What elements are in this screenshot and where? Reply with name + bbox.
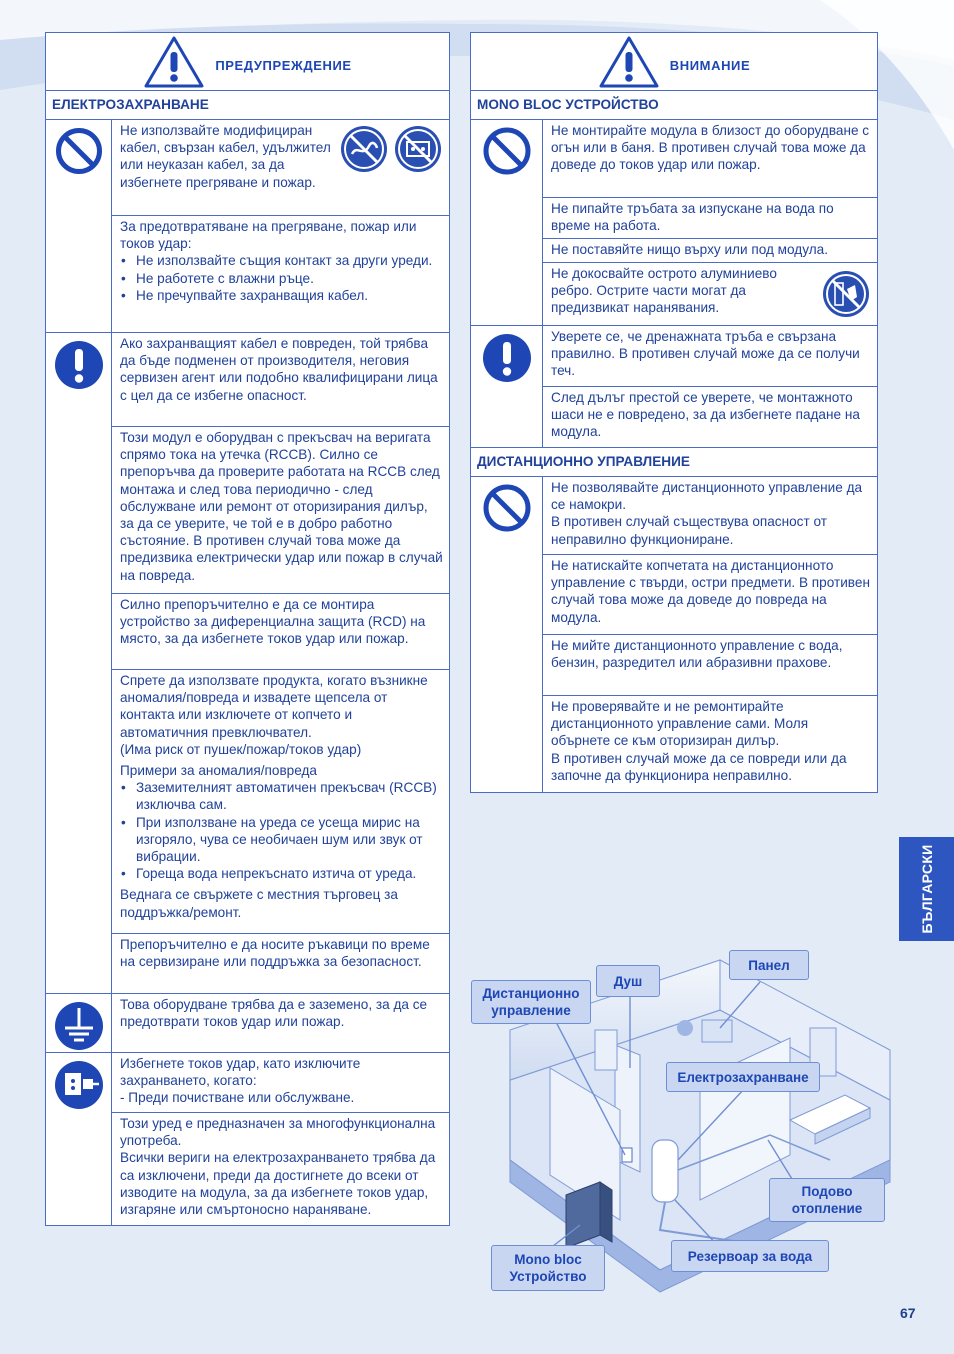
rule-gloves-text: Препоръчително е да носите ръкавици по време на сервизиране или поддръжка за безопасност. xyxy=(120,937,430,970)
bullet-item: • Не пречупвайте захранващия кабел. xyxy=(120,287,443,304)
rule-mount-check-text: След дълъг престой се уверете, че монтажното шаси не е повредено, за да избегнете падане на модула. xyxy=(551,390,860,440)
rule-unplug-p1: Избегнете токов удар, като изключите захранването, когато: xyxy=(120,1056,361,1089)
rule-multifunction-p2: Всички вериги на електрозахранването трябва да са изключени, преди да достигнете до всеки от изводите на модула, за да избегнете токов удар, изгаряне или смъртоносно нараняване. xyxy=(120,1150,436,1218)
callout-power xyxy=(666,1062,820,1092)
rule-abnormality xyxy=(112,670,450,934)
language-tab-label: БЪЛГАРСКИ xyxy=(918,844,935,934)
rule-overheating xyxy=(112,216,450,333)
rule-drain-pipe-text: Не пипайте тръбата за изпускане на вода по време на работа. xyxy=(551,201,834,234)
section-title-remote: ДИСТАНЦИОННО УПРАВЛЕНИЕ xyxy=(471,448,878,477)
rule-unplug xyxy=(112,1053,450,1113)
rule-drain-connection xyxy=(543,326,878,387)
bullet-item: • Заземителният автоматичен прекъсвач (RCCB) изключва сам. xyxy=(120,779,443,813)
callout-remote-l1: Дистанционно xyxy=(482,986,580,1001)
callout-floor-l2: отопление xyxy=(791,1201,863,1216)
page-number: 67 xyxy=(900,1305,916,1321)
caution-triangle-icon xyxy=(598,35,660,89)
callout-power-label: Електрозахранване xyxy=(677,1069,809,1085)
rule-sharp-fin xyxy=(543,263,878,326)
rule-rccb-text: Този модул е оборудван с прекъсвач на веригата спрямо тока на утечка (RCCB). Силно се препоръчва да проверите работата на RCCB след монтажа и след това периодично - след обслужване или ремонт от оторизирания дилър, за да се уверите, че той е в добро работно състояние. В противен случай това може да предизвика електрически удар или пожар в случай на повреда. xyxy=(120,430,443,583)
warning-triangle-icon xyxy=(143,35,205,89)
callout-remote xyxy=(471,980,591,1024)
caution-header xyxy=(471,33,878,91)
callout-panel xyxy=(729,950,809,980)
rule-gloves xyxy=(112,934,450,994)
callout-mono-l2: Устройство xyxy=(509,1269,587,1284)
rule-remote-buttons-text: Не натискайте копчетата на дистанционното управление с твърди, остри предмети. В противен случай това може да доведе до повреда на модула. xyxy=(551,558,870,625)
rule-remote-repair-p1: Не проверявайте и не ремонтирайте дистанционното управление сами. Моля обърнете се към оторизиран дилър. xyxy=(551,699,809,749)
bullet-item: • Гореща вода непрекъснато изтича от уреда. xyxy=(120,865,443,882)
warning-title: ПРЕДУПРЕЖДЕНИЕ xyxy=(215,57,352,73)
prohibition-icon-cell xyxy=(471,120,543,326)
rule-cable-text: Не използвайте модифициран кабел, свързан кабел, удължител или неуказан кабел, за да избегнете прегряване и пожар. xyxy=(120,123,331,190)
house-illustration xyxy=(470,950,900,1295)
unplug-icon-cell xyxy=(46,1053,112,1226)
rule-abnormality-p1: Спрете да използвате продукта, когато възникне аномалия/повреда и извадете щепсела от контакта или изключете от копчето и автоматичния превключвател. xyxy=(120,673,428,740)
warning-table xyxy=(45,32,450,1226)
prohibition-icon xyxy=(481,125,533,177)
rule-fire-bath xyxy=(543,120,878,198)
unplug-icon xyxy=(53,1059,105,1111)
rule-abnormality-p3: Примери за аномалия/повреда xyxy=(120,763,317,779)
callout-shower xyxy=(596,965,660,997)
rule-abnormality-p2: (Има риск от пушек/пожар/токов удар) xyxy=(120,741,362,757)
prohibition-icon xyxy=(481,482,533,534)
rule-mount-check xyxy=(543,387,878,448)
rule-cable xyxy=(112,120,450,216)
mandatory-exclamation-icon xyxy=(481,332,533,384)
rule-sharp-fin-text: Не докосвайте острото алуминиево ребро. Острите части могат да предизвикат наранявания. xyxy=(551,266,777,316)
rule-remote-wash xyxy=(543,635,878,696)
callout-panel-label: Панел xyxy=(748,957,790,973)
prohibition-icon-cell xyxy=(471,477,543,793)
no-extension-cord-icon xyxy=(393,124,443,174)
section-title-power: ЕЛЕКТРОЗАХРАНВАНЕ xyxy=(46,91,450,120)
rule-remote-wet-p2: В противен случай съществува опасност от неправилно функциониране. xyxy=(551,514,827,547)
callout-floor-l1: Подово xyxy=(801,1184,853,1199)
rule-damaged-cable-text: Ако захранващият кабел е повреден, той трябва да бъде подменен от производителя, неговия сервизен агент или подобно квалифицирани лица с цел да се избегне опасност. xyxy=(120,336,438,403)
rule-multifunction xyxy=(112,1113,450,1226)
ground-icon-cell xyxy=(46,994,112,1053)
rule-multifunction-p1: Този уред е предназначен за многофункционална употреба. xyxy=(120,1116,436,1149)
bullet-item: • Не работете с влажни ръце. xyxy=(120,270,443,287)
rule-nothing-on-top xyxy=(543,239,878,263)
mandatory-exclamation-icon xyxy=(53,339,105,391)
rule-remote-buttons xyxy=(543,555,878,635)
callout-mono-bloc xyxy=(491,1245,605,1291)
rule-drain-connection-text: Уверете се, че дренажната тръба е свързана правилно. В противен случай може да се получи теч. xyxy=(551,329,860,379)
no-touch-fin-icon xyxy=(821,269,871,319)
rule-remote-repair-p2: В противен случай може да се повреди или да започне да функционира неправилно. xyxy=(551,750,847,783)
prohibition-icon-cell xyxy=(46,120,112,333)
rule-damaged-cable xyxy=(112,333,450,427)
rule-remote-wet-p1: Не позволявайте дистанционното управление да се намокри. xyxy=(551,480,863,513)
callout-water-tank xyxy=(671,1240,829,1272)
ground-icon xyxy=(53,1000,105,1052)
rule-grounding xyxy=(112,994,450,1053)
callout-floor-heating xyxy=(769,1178,885,1222)
language-tab xyxy=(899,837,954,941)
rule-rcd xyxy=(112,594,450,670)
rule-drain-pipe xyxy=(543,198,878,239)
rule-unplug-p2: - Преди почистване или обслужване. xyxy=(120,1090,355,1106)
rule-fire-bath-text: Не монтирайте модула в близост до оборудване с огън или в баня. В противен случай това може да доведе до токов удар или пожар. xyxy=(551,123,870,173)
callout-mono-l1: Mono bloc xyxy=(514,1252,582,1267)
no-modified-cable-icon xyxy=(339,124,389,174)
rule-overheating-intro: За предотвратяване на прегряване, пожар или токов удар: xyxy=(120,219,417,252)
caution-table xyxy=(470,32,878,793)
bullet-item: • При използване на уреда се усеща мирис на изгоряло, чува се необичаен шум или звук от вибрации. xyxy=(120,814,443,866)
callout-tank-label: Резервоар за вода xyxy=(687,1248,813,1264)
rule-grounding-text: Това оборудване трябва да е заземено, за да се предотврати токов удар или пожар. xyxy=(120,997,428,1030)
prohibition-icon xyxy=(54,126,104,176)
rule-rcd-text: Силно препоръчително е да се монтира устройство за диференциална защита (RCD) на място, за да избегнете токов удар или пожар. xyxy=(120,597,426,647)
rule-rccb xyxy=(112,427,450,594)
rule-remote-wet xyxy=(543,477,878,555)
callout-shower-label: Душ xyxy=(613,973,643,989)
mandatory-icon-cell xyxy=(46,333,112,994)
caution-title: ВНИМАНИЕ xyxy=(669,57,751,73)
rule-nothing-on-top-text: Не поставяйте нищо върху или под модула. xyxy=(551,242,828,257)
section-title-mono-bloc: MONO BLOC УСТРОЙСТВО xyxy=(471,91,878,120)
warning-header xyxy=(46,33,450,91)
rule-remote-repair xyxy=(543,696,878,793)
bullet-item: • Не използвайте същия контакт за други уреди. xyxy=(120,252,443,269)
rule-remote-wash-text: Не мийте дистанционното управление с вода, бензин, разредител или абразивни прахове. xyxy=(551,638,843,671)
callout-remote-l2: управление xyxy=(491,1003,571,1018)
rule-abnormality-p4: Веднага се свържете с местния търговец за поддръжка/ремонт. xyxy=(120,887,398,920)
mandatory-icon-cell xyxy=(471,326,543,448)
